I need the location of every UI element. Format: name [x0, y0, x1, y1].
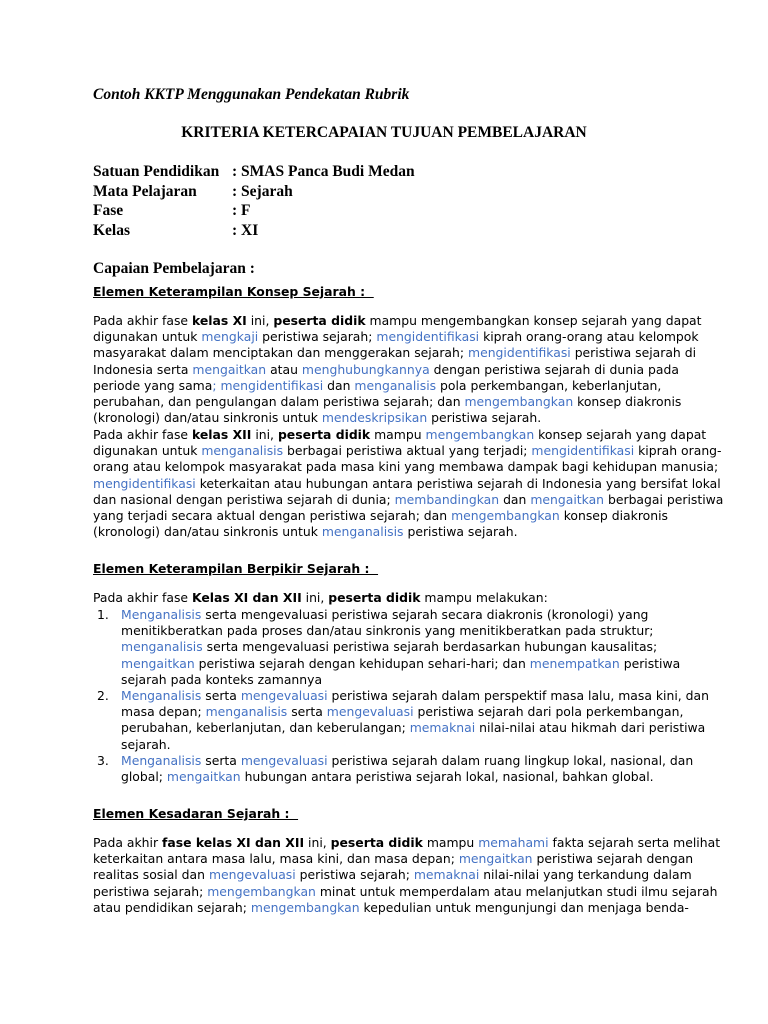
list-item	[93, 607, 681, 688]
text-run: (kronologi) dan/atau sinkronis untuk	[93, 410, 322, 426]
text-run: dan	[323, 377, 355, 393]
text-run: dan	[499, 491, 531, 507]
text-line	[93, 329, 699, 345]
text-run: berbagai peristiwa	[604, 491, 724, 507]
text-run: ini,	[246, 313, 274, 328]
highlighted-term: Menganalisis	[121, 688, 202, 704]
konsep-heading-block	[93, 281, 675, 300]
text-run: dengan peristiwa sejarah di dunia pada	[429, 361, 679, 377]
info-row	[93, 183, 415, 203]
highlighted-term: mendeskripsikan	[321, 410, 428, 426]
text-run: perubahan, keberlanjutan, dan keberulangan;	[121, 720, 410, 736]
highlighted-term: menganalisis	[201, 443, 284, 459]
text-run: serta	[201, 688, 241, 704]
info-label: Mata Pelajaran	[93, 182, 197, 200]
text-line	[121, 672, 653, 688]
text-run: Pada akhir fase	[93, 427, 192, 442]
text-run: mampu	[422, 835, 479, 850]
text-run: dan nasional dengan peristiwa sejarah di dunia;	[93, 491, 395, 507]
highlighted-term: mengevaluasi	[208, 867, 296, 883]
text-run: periode yang sama	[93, 377, 213, 393]
list-number: 1.	[97, 607, 109, 622]
text-run: serta mengevaluasi peristiwa sejarah secara diakronis (kronologi) yang	[201, 607, 649, 622]
text-run: masyarakat dalam menciptakan dan menggerakan sejarah;	[93, 345, 468, 361]
list-item	[93, 688, 709, 753]
info-label: Fase	[93, 202, 124, 219]
text-line	[121, 769, 653, 785]
capaian-heading: Capaian Pembelajaran :	[93, 260, 255, 277]
highlighted-term: mengidentifikasi	[93, 475, 196, 491]
text-run: ini,	[301, 590, 329, 605]
highlighted-term: menempatkan	[529, 655, 620, 671]
text-run: ini,	[304, 835, 331, 850]
konsep-heading: Elemen Keterampilan Konsep Sejarah :	[93, 284, 374, 299]
kesadaran-heading-block	[93, 803, 675, 822]
document-title: Contoh KKTP Menggunakan Pendekatan Rubrik	[93, 86, 410, 103]
text-run: sejarah pada konteks zamannya	[121, 671, 323, 687]
highlighted-term: mengevaluasi	[240, 752, 328, 768]
highlighted-term: mengembangkan	[207, 883, 316, 899]
text-line	[121, 623, 653, 639]
text-run: perubahan, dan pengulangan dalam peristiwa sejarah; dan	[93, 394, 465, 410]
text-run: atau pendidikan sejarah;	[93, 899, 251, 915]
highlighted-term: menganalisis	[121, 639, 203, 655]
text-run: peristiwa sejarah;	[258, 329, 377, 345]
text-run: serta mengevaluasi peristiwa sejarah berdasarkan hubungan kausalitas;	[202, 639, 658, 655]
highlighted-term: Menganalisis	[121, 607, 202, 622]
text-line	[121, 607, 653, 623]
highlighted-term: menganalisis	[354, 377, 437, 393]
highlighted-term: mengevaluasi	[326, 704, 414, 720]
highlighted-term: mengembangkan	[250, 899, 360, 915]
highlighted-term: menganalisis	[205, 704, 288, 720]
text-line	[93, 835, 721, 851]
text-line	[93, 524, 675, 540]
text-run: peristiwa sejarah dalam perspektif masa lalu, masa kini, dan	[327, 688, 709, 704]
text-line	[93, 867, 692, 883]
highlighted-term: memahami	[478, 835, 549, 850]
main-heading: KRITERIA KETERCAPAIAN TUJUAN PEMBELAJARAN	[181, 124, 587, 141]
highlighted-term: mengidentifikasi	[376, 329, 480, 345]
text-run: kepedulian untuk mengunjungi dan menjaga benda-	[359, 899, 689, 915]
text-run: peristiwa sejarah;	[93, 883, 208, 899]
text-run: yang terjadi secara aktual dengan peristiwa sejarah; dan	[93, 508, 452, 524]
highlighted-term: mengaitkan	[121, 655, 195, 671]
text-run: atau	[266, 361, 302, 377]
berpikir-heading: Elemen Keterampilan Berpikir Sejarah :	[93, 561, 379, 576]
list-number: 2.	[97, 688, 109, 704]
text-run: peristiwa sejarah dalam ruang lingkup lokal, nasional, dan	[327, 752, 694, 768]
text-line	[93, 313, 702, 329]
text-run: Indonesia serta	[93, 361, 193, 377]
info-row	[93, 163, 415, 183]
text-run: kiprah orang-orang atau kelompok	[479, 329, 699, 345]
text-run: serta	[287, 704, 327, 720]
text-line	[93, 394, 682, 410]
text-run: orang atau kelompok masyarakat pada masa kini yang membawa dampak bagi kehidupan manusia;	[93, 459, 719, 475]
list-number: 3.	[97, 752, 109, 768]
text-line	[121, 655, 681, 672]
kesadaran-heading: Elemen Kesadaran Sejarah :	[93, 806, 299, 821]
text-run: mampu	[370, 427, 426, 442]
text-run: masa depan;	[121, 704, 206, 720]
kesadaran-paragraph	[93, 835, 721, 916]
highlighted-term: mengidentifikasi	[531, 443, 635, 459]
text-run: peristiwa sejarah dengan	[532, 851, 694, 867]
text-run: konsep diakronis	[573, 394, 682, 410]
highlighted-term: mengevaluasi	[240, 688, 328, 704]
info-label: Kelas	[93, 221, 131, 239]
konsep-paragraph-1	[93, 313, 702, 426]
text-run: keterkaitan antara masa lalu, masa kini, dan masa depan;	[93, 851, 459, 867]
info-value: : F	[232, 202, 251, 219]
text-run: peristiwa sejarah.	[403, 524, 518, 540]
text-run: pola perkembangan, keberlanjutan,	[436, 377, 662, 393]
text-run: (kronologi) dan/atau sinkronis untuk	[93, 524, 322, 540]
highlighted-term: ; mengidentifikasi	[212, 377, 324, 393]
bold-term: peserta didik	[330, 835, 423, 850]
text-run: peristiwa sejarah;	[295, 867, 414, 883]
text-line	[121, 752, 694, 769]
berpikir-list	[93, 607, 709, 785]
text-line	[121, 639, 658, 655]
bold-term: kelas XI	[191, 313, 247, 328]
text-run: nilai-nilai atau hikmah dari peristiwa	[475, 720, 706, 736]
text-run: ini,	[251, 427, 278, 442]
text-run: realitas sosial dan	[93, 867, 209, 883]
text-line	[93, 378, 675, 394]
text-line	[93, 459, 719, 475]
konsep-paragraph-2	[93, 427, 724, 540]
text-line	[121, 720, 706, 736]
text-line	[121, 704, 684, 720]
text-run: minat untuk memperdalam atau melanjutkan studi ilmu sejarah	[315, 883, 718, 899]
text-run: hubungan antara peristiwa sejarah lokal, nasional, bahkan global.	[240, 769, 654, 785]
bold-term: fase kelas XI dan XII	[162, 835, 305, 850]
berpikir-intro	[93, 590, 675, 606]
berpikir-heading-block	[93, 558, 675, 577]
text-line	[93, 590, 675, 606]
text-run: peristiwa sejarah di	[570, 345, 697, 361]
highlighted-term: mengidentifikasi	[468, 345, 571, 361]
text-line	[93, 508, 675, 524]
text-run: peristiwa sejarah dari pola perkembangan,	[413, 704, 684, 720]
highlighted-term: mengembangkan	[451, 508, 560, 524]
text-line	[93, 491, 724, 508]
highlighted-term: menghubungkannya	[301, 361, 430, 377]
highlighted-term: mengkaji	[201, 329, 259, 345]
text-line	[93, 361, 679, 378]
highlighted-term: memaknai	[409, 720, 476, 736]
text-line	[93, 345, 697, 361]
highlighted-term: memaknai	[413, 867, 480, 883]
highlighted-term: Menganalisis	[121, 752, 202, 768]
highlighted-term: mengaitkan	[166, 769, 241, 785]
info-value: : XI	[232, 221, 259, 239]
text-run: fakta sejarah serta melihat	[548, 835, 721, 850]
text-run: Pada akhir fase	[93, 590, 192, 605]
text-line	[93, 475, 721, 492]
text-run: keterkaitan atau hubungan antara peristiwa sejarah di Indonesia yang bersifat lokal	[195, 475, 721, 491]
text-line	[93, 899, 689, 916]
text-run: konsep sejarah yang dapat	[534, 427, 707, 442]
info-value: : SMAS Panca Budi Medan	[232, 163, 415, 180]
text-line	[121, 737, 653, 753]
text-run: sejarah.	[121, 736, 171, 752]
text-line	[93, 443, 722, 459]
highlighted-term: mengaitkan	[458, 851, 533, 867]
text-run: mampu mengembangkan konsep sejarah yang dapat	[365, 313, 702, 328]
text-run: konsep diakronis	[559, 508, 668, 524]
text-line	[93, 427, 707, 443]
text-line	[93, 883, 718, 900]
highlighted-term: membandingkan	[394, 491, 500, 507]
text-run: digunakan untuk	[93, 443, 202, 459]
text-line	[93, 851, 694, 867]
highlighted-term: mengembangkan	[464, 394, 574, 410]
text-run: peristiwa sejarah.	[427, 410, 542, 426]
highlighted-term: mengaitkan	[192, 361, 267, 377]
info-row	[93, 222, 415, 242]
text-run: menitikberatkan pada proses dan/atau sinkronis yang menitikberatkan pada struktur;	[121, 623, 654, 639]
info-value: : Sejarah	[232, 182, 293, 200]
text-run: peristiwa	[619, 655, 681, 671]
bold-term: Kelas XI dan XII	[191, 590, 302, 605]
info-table	[93, 163, 415, 241]
text-run: berbagai peristiwa aktual yang terjadi;	[283, 443, 532, 459]
bold-term: peserta didik	[277, 427, 371, 442]
text-run: peristiwa sejarah dengan kehidupan sehari-hari; dan	[194, 655, 530, 671]
bold-term: kelas XII	[191, 427, 252, 442]
text-run: kiprah orang-	[634, 443, 722, 459]
highlighted-term: mengembangkan	[425, 427, 535, 442]
info-row	[93, 202, 415, 222]
text-run: mampu melakukan:	[420, 590, 548, 605]
bold-term: peserta didik	[273, 313, 366, 328]
text-run: Pada akhir fase	[93, 313, 192, 328]
text-run: serta	[201, 752, 241, 768]
highlighted-term: mengaitkan	[530, 491, 605, 507]
text-run: Pada akhir	[93, 835, 163, 850]
text-run: digunakan untuk	[93, 329, 202, 345]
bold-term: peserta didik	[328, 590, 421, 605]
list-item	[93, 752, 694, 785]
text-run: nilai-nilai yang terkandung dalam	[479, 867, 692, 883]
info-label: Satuan Pendidikan	[93, 163, 220, 180]
text-run: global;	[121, 769, 167, 785]
highlighted-term: menganalisis	[321, 524, 404, 540]
text-line	[93, 410, 675, 426]
text-line	[121, 688, 709, 704]
